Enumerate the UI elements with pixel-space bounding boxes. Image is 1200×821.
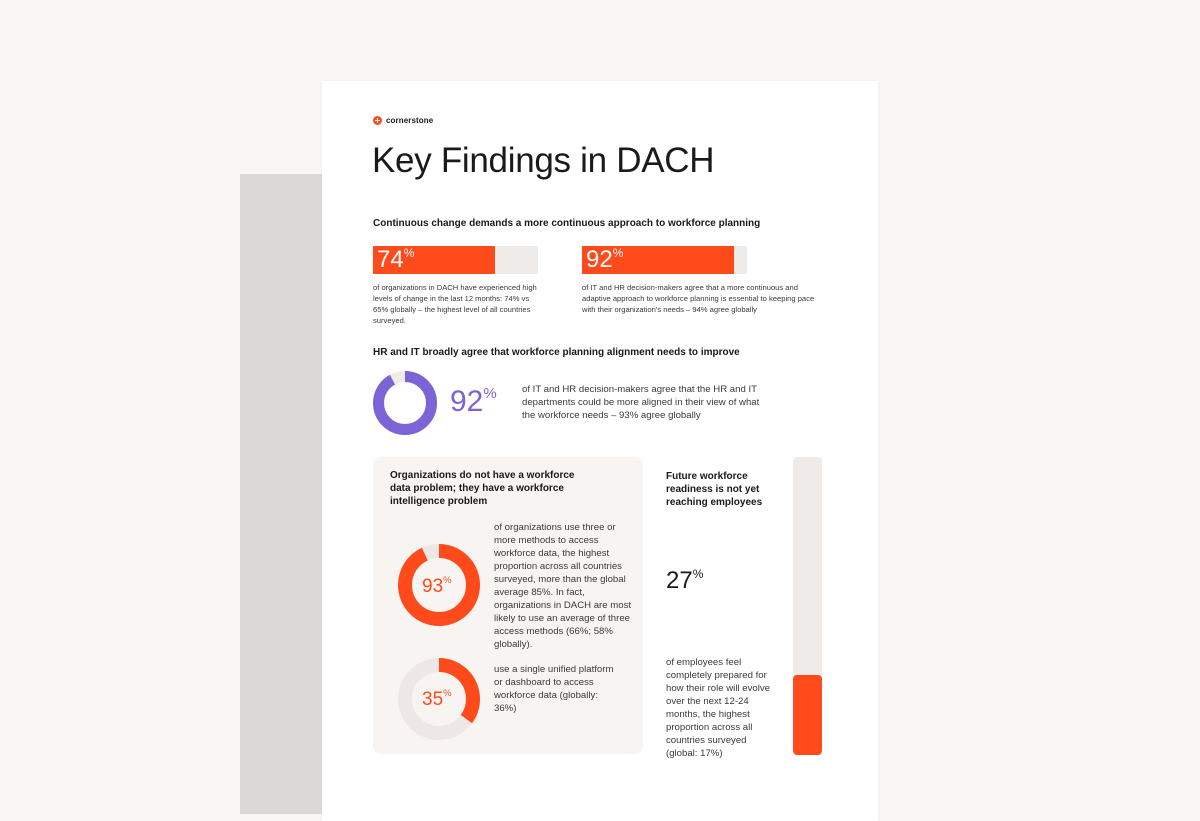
section-title-alignment: HR and IT broadly agree that workforce planning alignment needs to improve xyxy=(373,347,740,358)
alignment-ring-fill xyxy=(379,377,432,430)
stat-value-methods: 93% xyxy=(422,575,452,597)
stat-value-alignment: 92% xyxy=(450,385,497,418)
stat-text-alignment: of IT and HR decision-makers agree that the HR and IT departments could be more aligned in their view of what the workforce needs – 93% agree globally xyxy=(522,384,760,421)
stat-value-platform: 35% xyxy=(422,688,452,710)
stat-text-methods: of organizations use three or more methods to access workforce data, the highest proportion across all countries surveyed, more than the global average 85%. In fact, organizations in DACH are most likely to use an average of three access methods (66%; 58% globally). xyxy=(494,522,632,650)
logo-text: cornerstone xyxy=(386,116,434,125)
readiness-bar-fill xyxy=(793,675,822,755)
cornerstone-logo xyxy=(373,116,433,125)
stat-value-continuous: 92% xyxy=(586,246,624,273)
document-page xyxy=(322,81,878,821)
section-title-continuous-change: Continuous change demands a more continuous approach to workforce planning xyxy=(373,218,761,229)
page-title: Key Findings in DACH xyxy=(372,141,715,180)
readiness-bar-track xyxy=(793,457,822,755)
section-title-readiness: Future workforce readiness is not yet reaching employees xyxy=(666,471,763,508)
cornerstone-logo-icon xyxy=(373,116,382,125)
stat-bar-track-change xyxy=(373,246,538,274)
stat-bar-fill-change xyxy=(373,246,495,274)
stat-text-continuous: of IT and HR decision-makers agree that a more continuous and adaptive approach to workforce planning is essential to keeping pace with their organization's needs – 94% agree globally xyxy=(582,283,815,314)
stat-text-readiness: of employees feel completely prepared for how their role will evolve over the next 12-24 months, the highest proportion across all countries surveyed (global: 17%) xyxy=(666,657,770,759)
intelligence-card xyxy=(373,457,643,754)
stat-value-change: 74% xyxy=(377,246,415,273)
stat-text-change: of organizations in DACH have experienced high levels of change in the last 12 months: 74% vs 65% globally – the highest level of all countries surveyed. xyxy=(373,283,537,325)
section-title-intelligence: Organizations do not have a workforce data problem; they have a workforce intelligence problem xyxy=(390,470,575,507)
stat-text-platform: use a single unified platform or dashboard to access workforce data (globally: 36%) xyxy=(494,664,614,714)
stat-bar-track-continuous xyxy=(582,246,747,274)
stat-value-readiness: 27% xyxy=(666,567,704,594)
alignment-ring-chart xyxy=(372,370,438,436)
stat-bar-fill-continuous xyxy=(582,246,734,274)
